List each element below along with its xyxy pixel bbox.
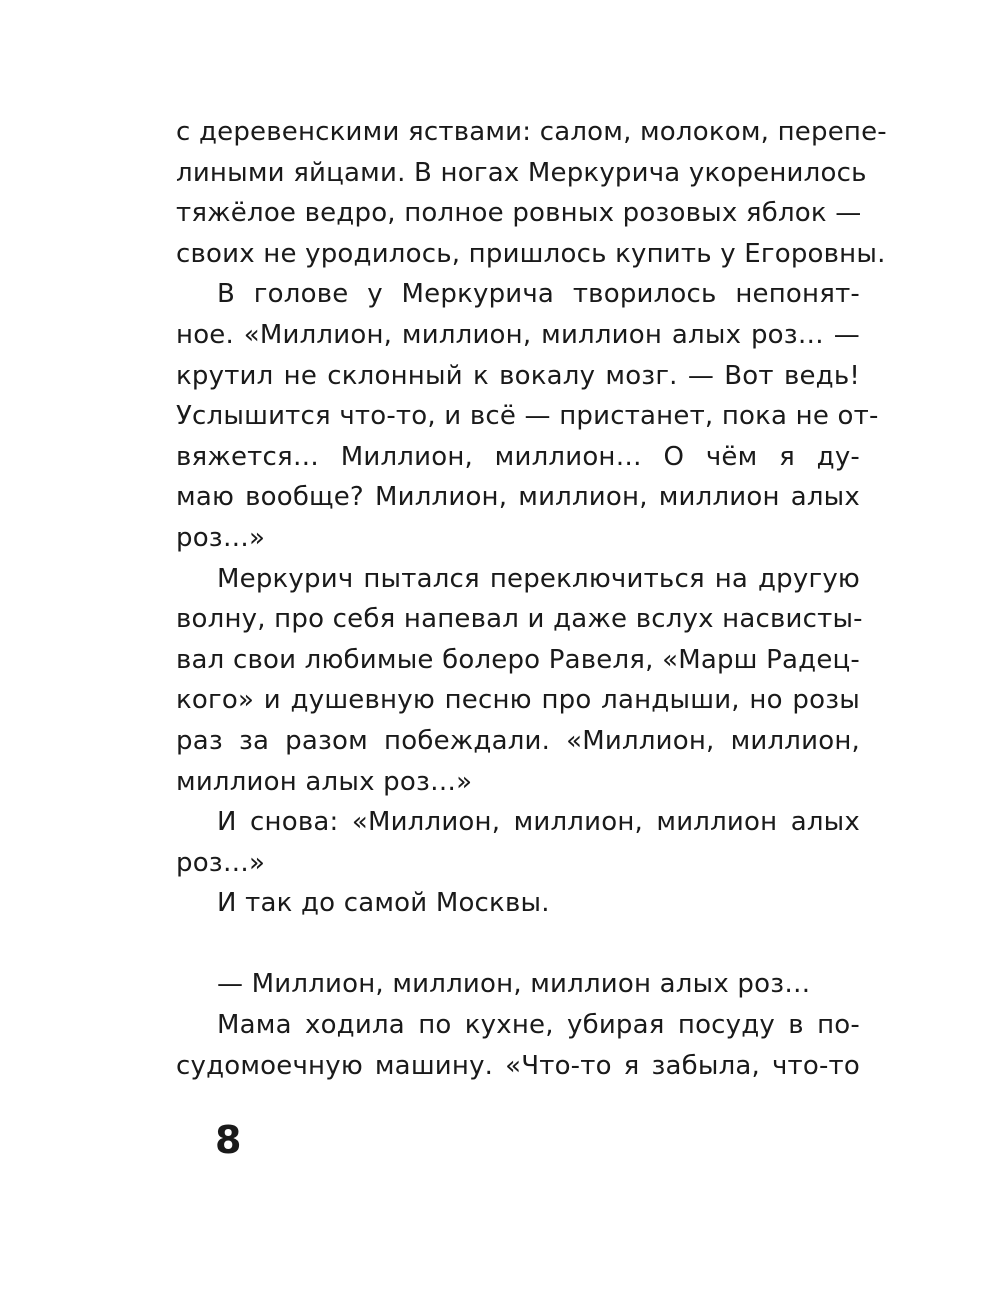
text-line: миллион алых роз…» [176,766,473,797]
text-line: роз…» [176,522,266,553]
text-line: волну, про себя напевал и даже вслух насвисты- [176,604,863,635]
text-line: роз…» [176,847,266,878]
text-line: И так до самой Москвы. [217,888,550,919]
text-line: раз за разом побеждали. «Миллион, миллион, [176,725,860,756]
text-line: лиными яйцами. В ногах Меркурича укоренилось [176,157,867,188]
text-line: Меркурич пытался переключиться на другую [217,563,860,594]
text-line: — Миллион, миллион, миллион алых роз… [217,969,811,1000]
text-line: И снова: «Миллион, миллион, миллион алых [217,807,860,838]
text-line: кого» и душевную песню про ландыши, но розы [176,685,860,716]
text-line: своих не уродилось, пришлось купить у Егоровны. [176,238,886,269]
section-break [176,924,860,965]
text-line: крутил не склонный к вокалу мозг. — Вот ведь! [176,360,860,391]
text-line: В голове у Меркурича творилось непонят- [217,279,860,310]
text-line: тяжёлое ведро, полное ровных розовых яблок — [176,198,862,229]
text-line: вал свои любимые болеро Равеля, «Марш Радец- [176,644,860,675]
page-number: 8 [215,1118,242,1162]
text-line: судомоечную машину. «Что-то я забыла, что-то [176,1050,860,1081]
text-line: вяжется… Миллион, миллион… О чём я ду- [176,441,860,472]
text-line: маю вообще? Миллион, миллион, миллион алых [176,482,860,513]
text-line: Услышится что-то, и всё — пристанет, пока не от- [176,401,879,432]
text-line: с деревенскими яствами: салом, молоком, перепе- [176,117,887,147]
body-text [176,112,887,1086]
text-line: ное. «Миллион, миллион, миллион алых роз… — [176,319,860,350]
text-line: Мама ходила по кухне, убирая посуду в по- [217,1010,860,1041]
